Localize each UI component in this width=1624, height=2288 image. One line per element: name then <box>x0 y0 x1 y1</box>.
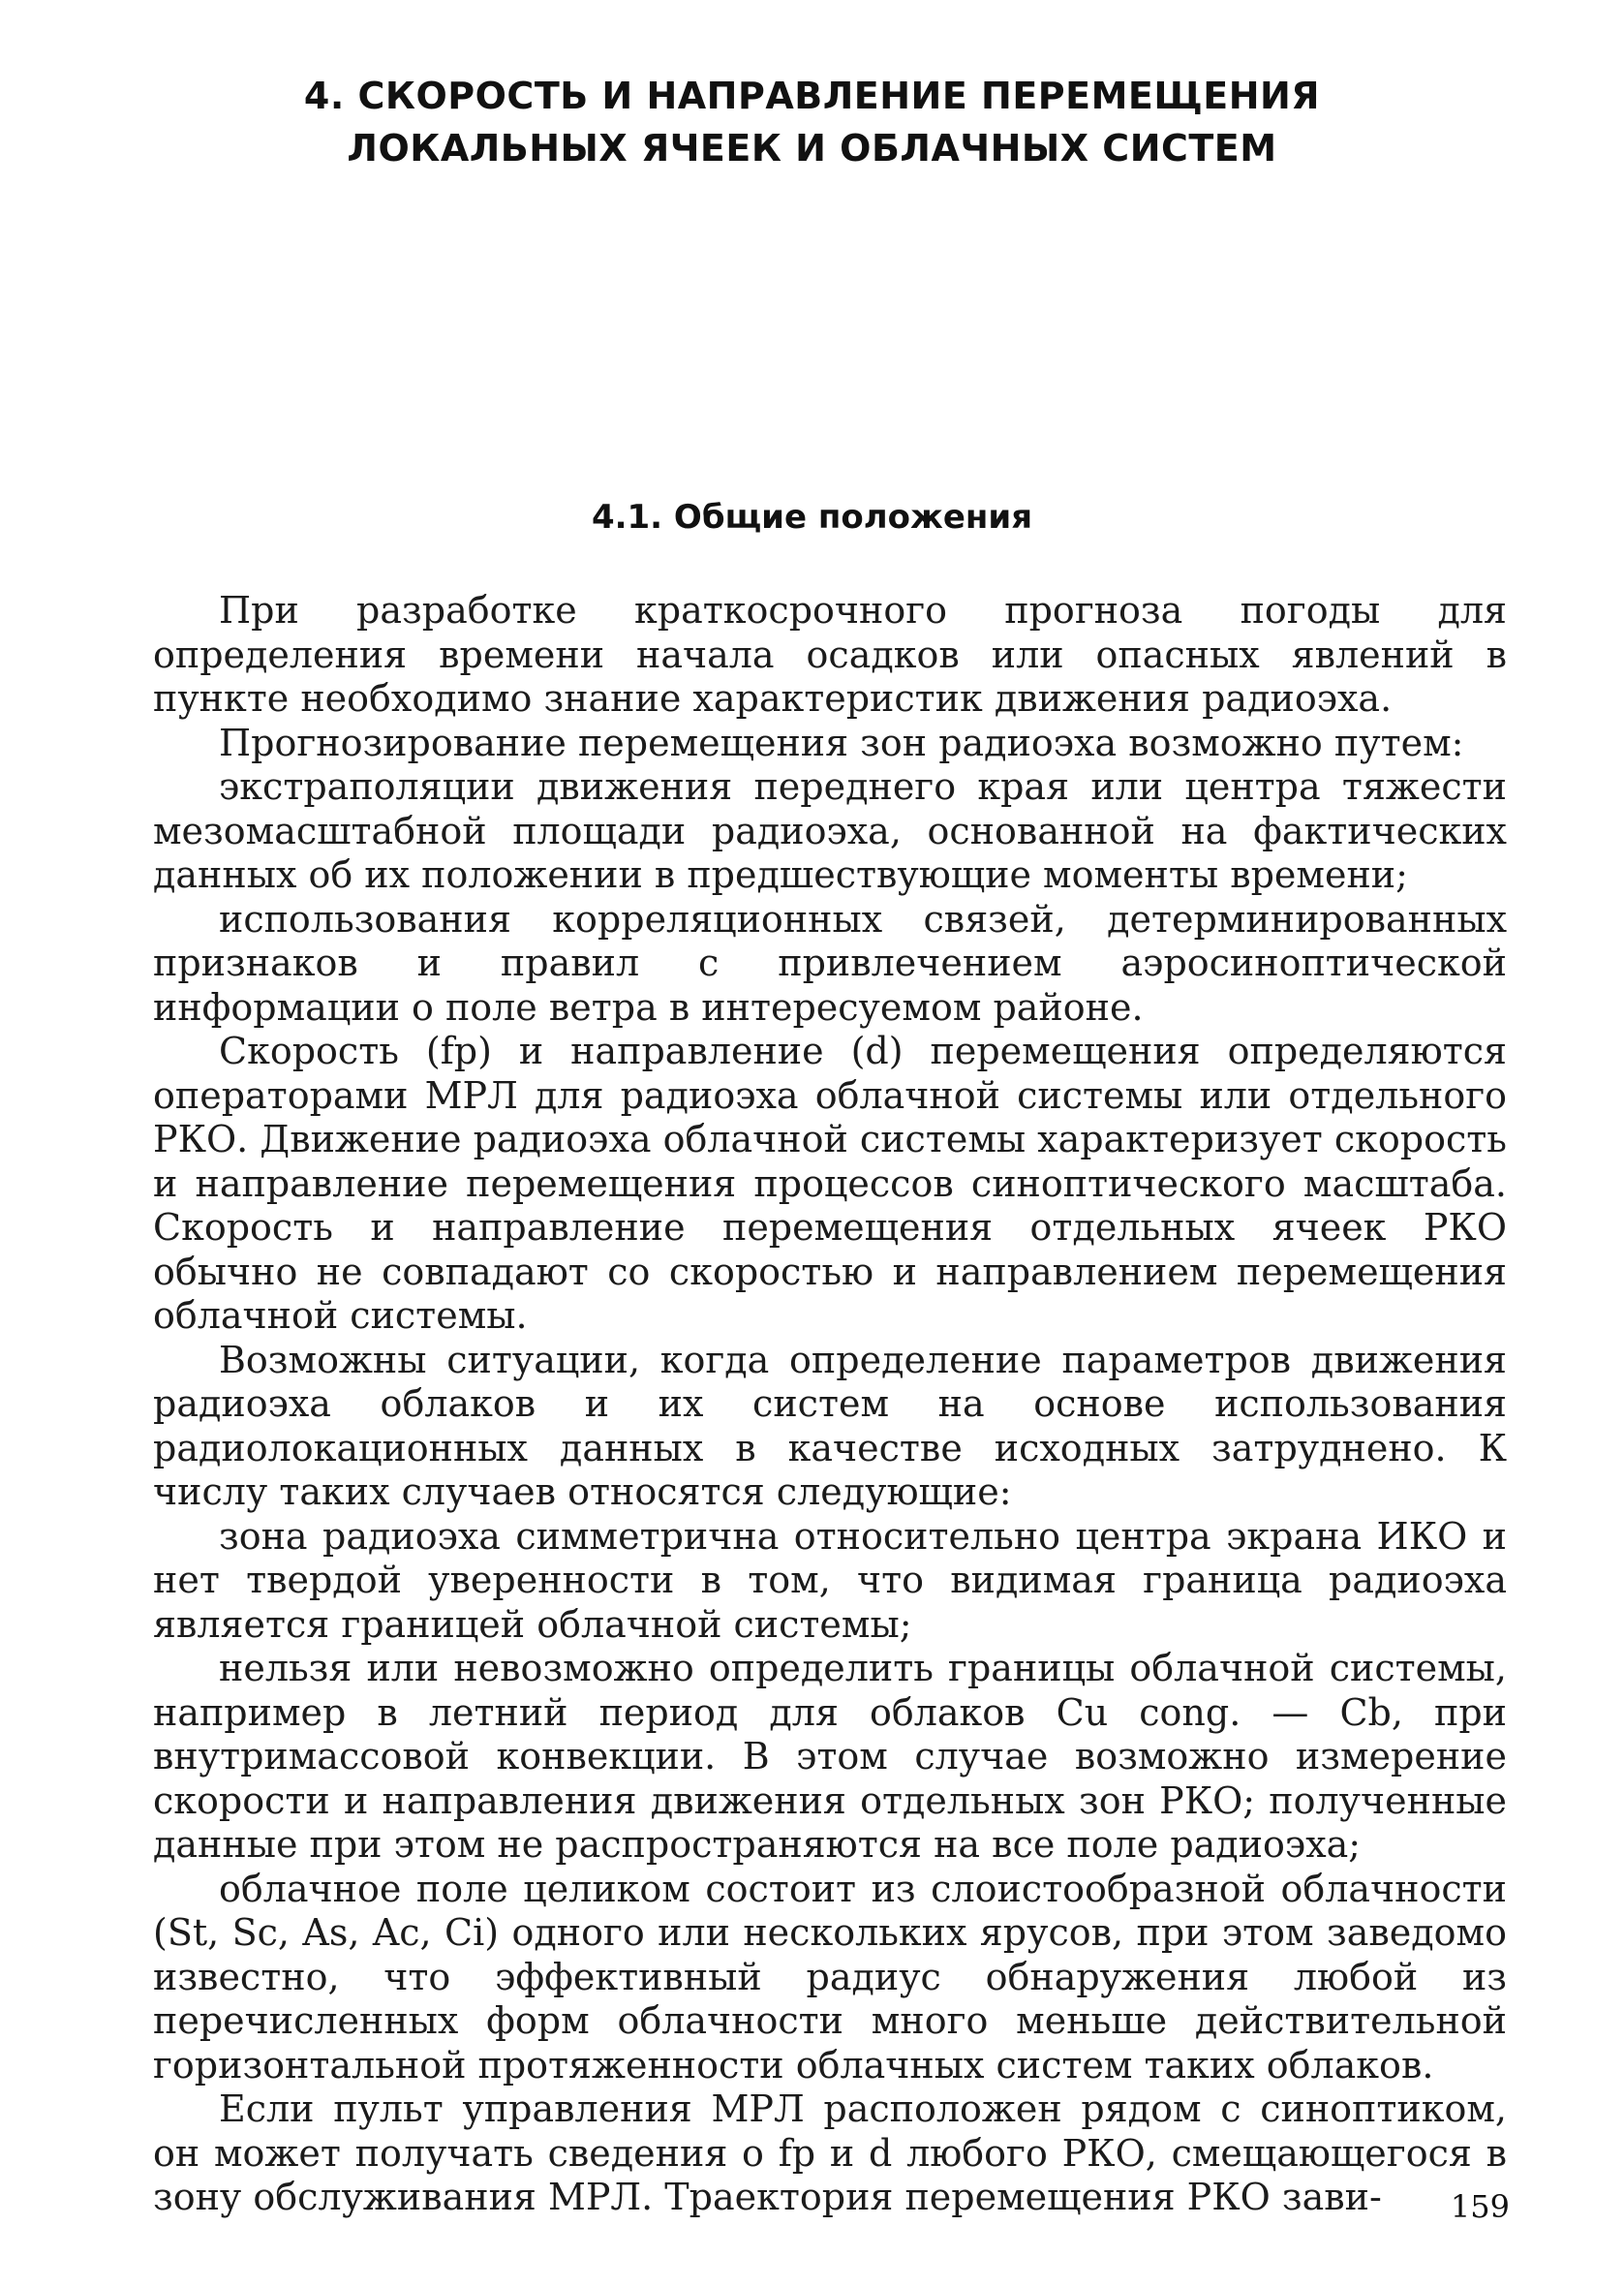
section-title: 4.1. Общие положения <box>591 498 1033 537</box>
chapter-title <box>0 70 1624 174</box>
body-text <box>153 589 1507 2220</box>
paragraph: При разработке краткосрочного прогноза погоды для определения времени начала осадков или опасных явлений в пункте необходимо знание характеристик движения радиоэха. <box>153 589 1507 720</box>
paragraph: Скорость (fр) и направление (d) перемещения определяются операторами МРЛ для радиоэха облачной системы или отдельного РКО. Движение радиоэха облачной системы характеризует скорость и направление перемещения процессов синоптического масштаба. Скорость и направление перемещения отдельных ячеек РКО обычно не совпадают со скоростью и направлением перемещения облачной системы. <box>153 1030 1507 1337</box>
paragraph: использования корреляционных связей, детерминированных признаков и правил с привлечением аэросиноптической информации о поле ветра в интересуемом районе. <box>153 897 1507 1029</box>
paragraph: нельзя или невозможно определить границы облачной системы, например в летний период для облаков Cu cong. — Cb, при внутримассовой конвекции. В этом случае возможно измерение скорости и направления движения отдельных зон РКО; полученные данные при этом не распространяются на все поле радиоэха; <box>153 1647 1507 1866</box>
paragraph: экстраполяции движения переднего края или центра тяжести мезомасштабной площади радиоэха, основанной на фактических данных об их положении в предшествующие моменты времени; <box>153 765 1507 896</box>
paragraph: Если пульт управления МРЛ расположен рядом с синоптиком, он может получать сведения о fр и d любого РКО, смещающегося в зону обслуживания МРЛ. Траектория перемещения РКО зави- <box>153 2087 1507 2218</box>
paragraph: Возможны ситуации, когда определение параметров движения радиоэха облаков и их систем на основе использования радиолокационных данных в качестве исходных затруднено. К числу таких случаев относятся следующие: <box>153 1338 1507 1513</box>
chapter-title-line-1: 4. СКОРОСТЬ И НАПРАВЛЕНИЕ ПЕРЕМЕЩЕНИЯ <box>303 75 1321 117</box>
paragraph: зона радиоэха симметрична относительно центра экрана ИКО и нет твердой уверенности в том, что видимая граница радиоэха является границей облачной системы; <box>153 1514 1507 1646</box>
chapter-title-line-2: ЛОКАЛЬНЫХ ЯЧЕЕК И ОБЛАЧНЫХ СИСТЕМ <box>347 127 1277 170</box>
paragraph: облачное поле целиком состоит из слоистообразной облачности (St, Sc, As, Ac, Ci) одного или нескольких ярусов, при этом заведомо известно, что эффективный радиус обнаружения любой из перечисленных форм облачности много меньше действительной горизонтальной протяженности облачных систем таких облаков. <box>153 1867 1507 2087</box>
page-number: 159 <box>1450 2188 1510 2225</box>
paragraph: Прогнозирование перемещения зон радиоэха возможно путем: <box>219 721 1464 764</box>
